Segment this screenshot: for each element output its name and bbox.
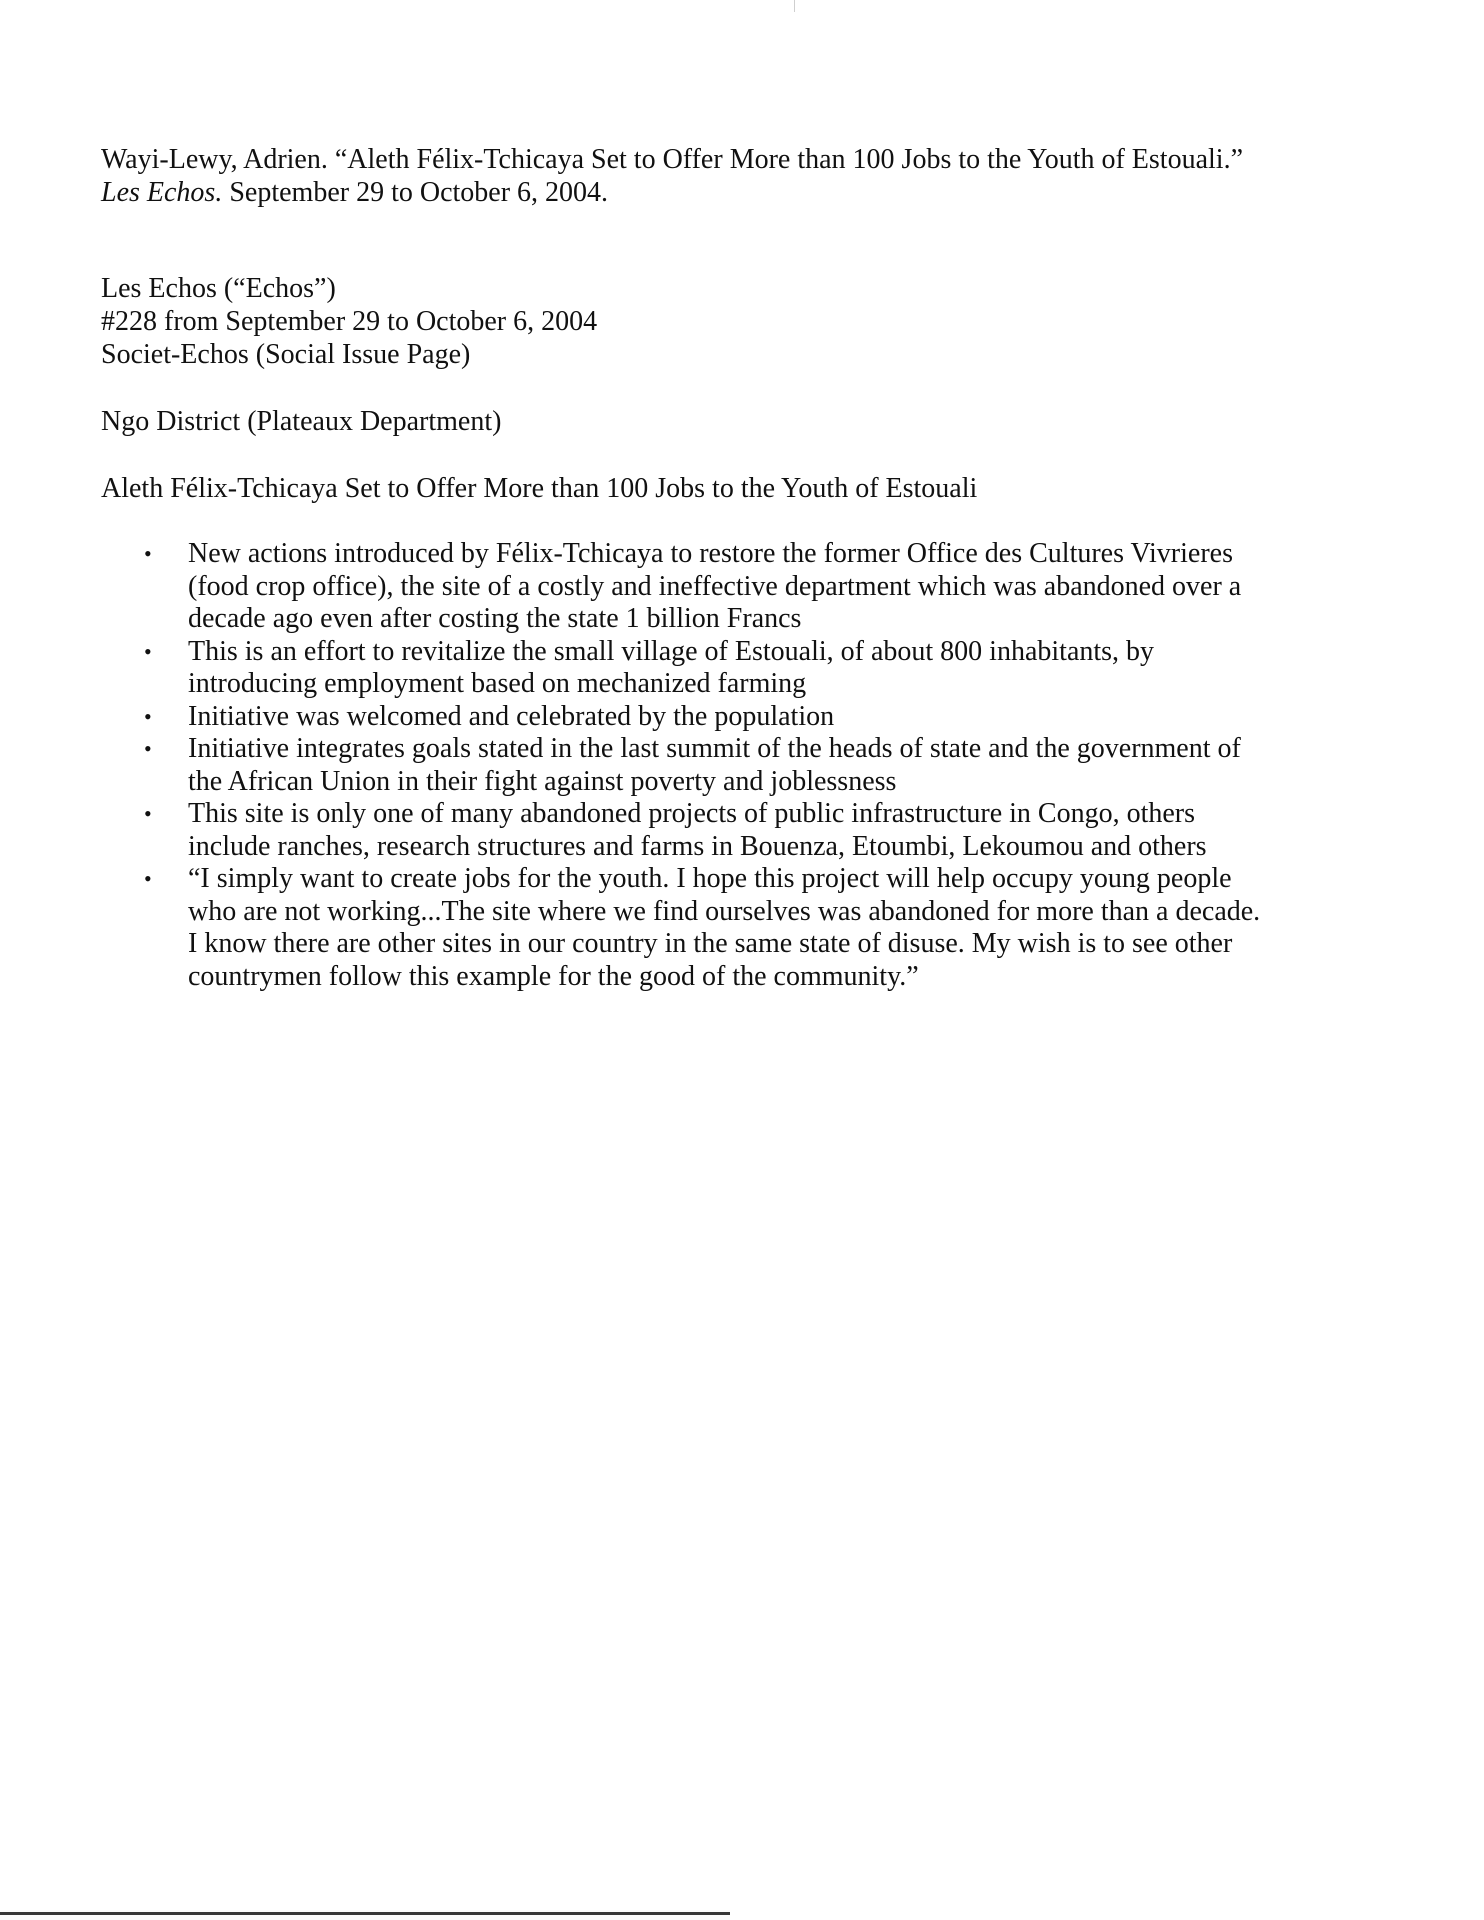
bullet-item (140, 538, 1340, 636)
bullet-text-line: “I simply want to create jobs for the youth. I hope this project will help occupy young people (188, 863, 1232, 894)
bullet-text-line: (food crop office), the site of a costly and ineffective department which was abandoned over a (188, 570, 1242, 602)
bottom-rule (0, 1912, 730, 1915)
bullet-dot: • (144, 801, 152, 826)
citation-publication: Les Echos. (101, 177, 223, 208)
bullet-list (140, 538, 1340, 993)
citation-line-2 (101, 176, 1243, 209)
issue-info: #228 from September 29 to October 6, 2004 (101, 306, 598, 337)
bullet-item (140, 798, 1340, 863)
bullet-dot: • (144, 541, 152, 566)
bullet-text-line: the African Union in their fight against poverty and joblessness (188, 765, 897, 797)
bullet-dot: • (144, 866, 152, 891)
bullet-text-line: introducing employment based on mechanized farming (188, 668, 807, 699)
bullet-item (140, 701, 1340, 734)
citation (101, 143, 1243, 209)
bullet-text-line: countrymen follow this example for the good of the community.” (188, 960, 919, 992)
scan-mark (794, 0, 795, 12)
bullet-text-line: This site is only one of many abandoned projects of public infrastructure in Congo, others (188, 798, 1196, 829)
bullet-item (140, 733, 1340, 798)
citation-line-1: Wayi-Lewy, Adrien. “Aleth Félix-Tchicaya Set to Offer More than 100 Jobs to the Youth of Estouali.” (101, 144, 1243, 175)
bullet-text-line: who are not working...The site where we find ourselves was abandoned for more than a decade. (188, 895, 1261, 927)
article-headline: Aleth Félix-Tchicaya Set to Offer More than 100 Jobs to the Youth of Estouali (101, 473, 978, 504)
bullet-text-line: decade ago even after costing the state 1 billion Francs (188, 603, 802, 634)
bullet-text-line: This is an effort to revitalize the small village of Estouali, of about 800 inhabitants, by (188, 635, 1155, 667)
bullet-dot: • (144, 736, 152, 761)
article-header (101, 272, 597, 371)
bullet-text-line: Initiative was welcomed and celebrated by the population (188, 700, 835, 732)
bullet-dot: • (144, 703, 152, 729)
section-name: Societ-Echos (Social Issue Page) (101, 339, 471, 370)
bullet-text-line: I know there are other sites in our country in the same state of disuse. My wish is to see other (188, 928, 1233, 959)
citation-date: September 29 to October 6, 2004. (222, 177, 609, 208)
newspaper-name: Les Echos (“Echos”) (101, 273, 336, 304)
bullet-item (140, 863, 1340, 993)
bullet-item (140, 636, 1340, 701)
bullet-text-line: New actions introduced by Félix-Tchicaya to restore the former Office des Cultures Vivrieres (188, 538, 1233, 569)
bullet-text-line: include ranches, research structures and farms in Bouenza, Etoumbi, Lekoumou and others (188, 830, 1207, 862)
bullet-dot: • (144, 638, 152, 664)
district-line: Ngo District (Plateaux Department) (101, 406, 502, 437)
bullet-text-line: Initiative integrates goals stated in the last summit of the heads of state and the government of (188, 733, 1241, 764)
